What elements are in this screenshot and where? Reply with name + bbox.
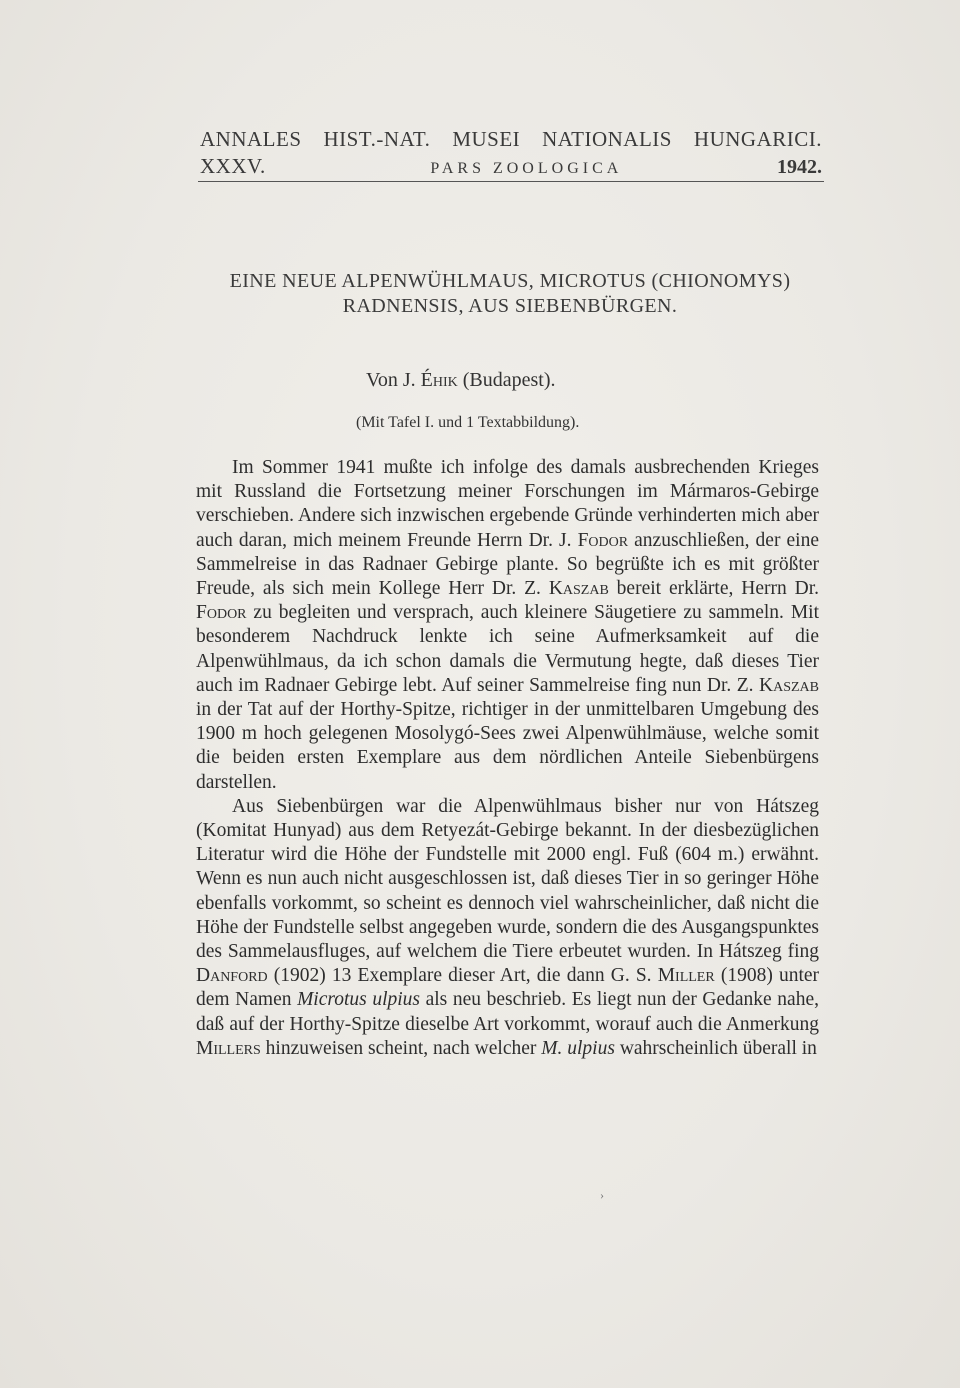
text-run: bereit erklärte, Herrn Dr. bbox=[608, 578, 820, 600]
paragraph-2 bbox=[196, 795, 819, 1061]
article-title-line-2: RADNENSIS, AUS SIEBENBÜRGEN. bbox=[342, 295, 678, 317]
paragraph-1 bbox=[196, 456, 819, 795]
text-run: hinzuweisen scheint, nach welcher bbox=[260, 1037, 542, 1059]
species-name: M. ulpius bbox=[541, 1037, 615, 1059]
byline-von: Von J. bbox=[366, 369, 416, 391]
author-name: Éhik bbox=[420, 369, 458, 391]
person-name: Kaszab bbox=[548, 578, 609, 600]
person-name: Danford bbox=[196, 965, 268, 987]
author-place: (Budapest). bbox=[462, 369, 556, 391]
person-name: Miller bbox=[657, 965, 715, 987]
text-run: zu begleiten und versprach, auch kleinere Säugetiere zu sammeln. Mit besonderem Nachdruck lenkte ich seine Aufmerksamkeit auf die Alpenwühlmaus, da ich schon damals die Vermutung hegte, daß dieses Tier auch im Radnaer Gebirge lebt. Auf seiner Sammelreise fing nun Dr. Z. bbox=[196, 602, 819, 696]
text-run: als neu beschrieb. Es liegt nun der Gedanke nahe, daß auf der Horthy-Spitze dieselbe Art vorkommt, worauf auch die Anmerkung bbox=[196, 989, 819, 1035]
scan-speck: › bbox=[600, 1188, 604, 1202]
author-byline bbox=[366, 369, 556, 392]
text-run: wahrscheinlich überall in bbox=[614, 1037, 817, 1059]
journal-word: NATIONALIS bbox=[542, 127, 672, 151]
volume-number: XXXV. bbox=[200, 154, 266, 178]
text-run: (1908) unter dem Namen bbox=[196, 965, 820, 1011]
person-name: Fodor bbox=[196, 602, 247, 624]
article-body bbox=[196, 456, 819, 1061]
volume-line bbox=[200, 154, 822, 179]
pars-label: PARS ZOOLOGICA bbox=[430, 160, 623, 177]
journal-word: ANNALES bbox=[200, 127, 302, 151]
journal-word: HIST.-NAT. bbox=[323, 127, 431, 151]
article-title-line-1: EINE NEUE ALPENWÜHLMAUS, MICROTUS (CHIONOMYS) bbox=[229, 270, 791, 292]
journal-word: MUSEI bbox=[452, 127, 521, 151]
journal-header-line bbox=[200, 127, 822, 152]
text-run: anzuschließen, der eine Sammelreise in das Radnaer Gebirge plante. So begrüßte ich es mit größter Freude, als sich mein Kollege Herr Dr. Z. bbox=[196, 529, 819, 600]
journal-word: HUNGARICI. bbox=[693, 127, 822, 151]
publication-year: 1942. bbox=[777, 156, 822, 178]
text-run: Im Sommer 1941 mußte ich infolge des damals ausbrechenden Krieges mit Russland die Fortsetzung meiner Forschungen im Mármaros-Gebirge verschieben. Andere sich inzwischen ergebende Gründe verhinderten mich aber auch daran, mich meinem Freunde Herrn Dr. J. bbox=[196, 457, 819, 551]
plate-note: (Mit Tafel I. und 1 Textabbildung). bbox=[356, 414, 580, 431]
person-name: Fodor bbox=[577, 529, 629, 551]
person-name: Kaszab bbox=[759, 674, 819, 696]
text-run: Aus Siebenbürgen war die Alpenwühlmaus bisher nur von Hátszeg (Komitat Hunyad) aus dem Retyezát-Gebirge bekannt. In der diesbezüglichen Literatur wird die Höhe der Fundstelle mit 2000 engl. Fuß (604 m.) erwähnt. Wenn es nun auch nicht ausgeschlossen ist, daß dieses Tier in so geringer Höhe ebenfalls vorkommt, so scheint es dennoch viel wahrscheinlicher, daß nicht die Höhe der Fundstelle selbst angegeben wurde, sondern die des Ausgangspunktes des Sammelausfluges, auf welchem die Tiere erbeutet wurden. In Hátszeg fing bbox=[196, 795, 819, 963]
text-run: in der Tat auf der Horthy-Spitze, richtiger in der unmittelbaren Umgebung des 1900 m hoch gelegenen Mosolygó-Sees zwei Alpenwühlmäuse, welche somit die beiden ersten Exemplare aus dem nördlichen Anteile Siebenbürgens darstellen. bbox=[196, 699, 819, 793]
species-name: Microtus ulpius bbox=[297, 989, 421, 1011]
person-name: Millers bbox=[196, 1037, 261, 1059]
text-run: (1902) 13 Exemplare dieser Art, die dann G. S. bbox=[267, 965, 658, 987]
header-rule bbox=[198, 181, 824, 182]
